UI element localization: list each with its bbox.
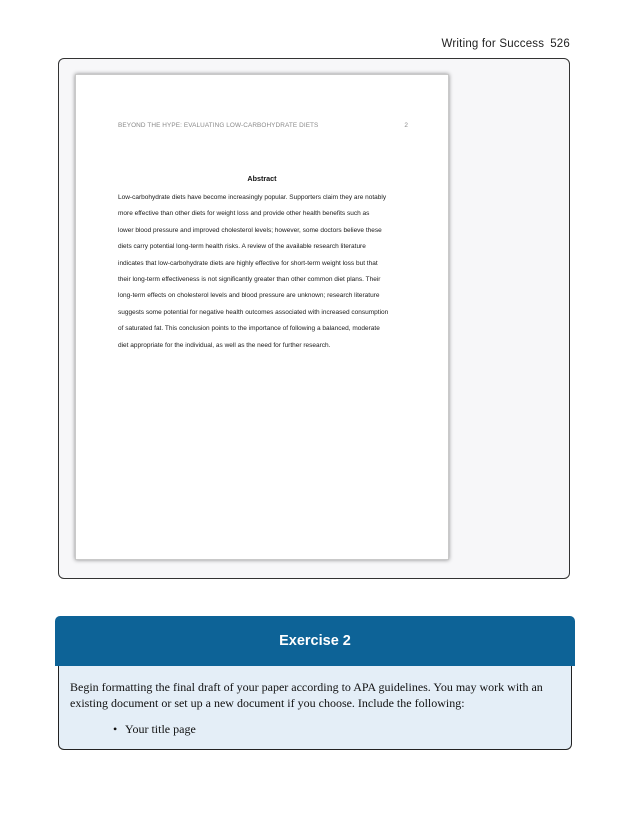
abstract-line: indicates that low-carbohydrate diets are highly effective for short-term weight loss but that xyxy=(118,259,378,267)
paper-running-title: BEYOND THE HYPE: EVALUATING LOW-CARBOHYDRATE DIETS xyxy=(118,122,319,129)
abstract-line: diet appropriate for the individual, as well as the need for further research. xyxy=(118,341,331,349)
bullet-icon: • xyxy=(113,722,118,736)
exercise-list xyxy=(70,722,560,737)
exercise-box xyxy=(55,616,575,751)
abstract-line: suggests some potential for negative health outcomes associated with increased consumption xyxy=(118,308,389,316)
abstract-line: of saturated fat. This conclusion points to the importance of following a balanced, moderate xyxy=(118,325,380,333)
figure-frame xyxy=(58,58,570,579)
abstract-line: more effective than other diets for weight loss and provide other health benefits such as xyxy=(118,210,370,218)
exercise-body xyxy=(58,666,572,750)
list-item xyxy=(113,722,560,737)
abstract-body xyxy=(118,190,412,354)
abstract-heading: Abstract xyxy=(247,174,277,183)
abstract-line: lower blood pressure and improved cholesterol levels; however, some doctors believe these xyxy=(118,226,382,234)
list-item-text: Your title page xyxy=(125,722,196,736)
abstract-line: their long-term effectiveness is not significantly greater than other common diet plans. Their xyxy=(118,276,381,284)
paper-running-header xyxy=(118,122,408,129)
sample-paper-page xyxy=(75,74,449,560)
book-title: Writing for Success xyxy=(441,38,545,50)
abstract-line: Low-carbohydrate diets have become increasingly popular. Supporters claim they are notably xyxy=(118,194,387,201)
paper-page-number: 2 xyxy=(404,122,408,129)
running-head xyxy=(442,38,570,50)
abstract-line: long-term effects on cholesterol levels and blood pressure are unknown; research literature xyxy=(118,292,380,300)
abstract-line: diets carry potential long-term health risks. A review of the available research literature xyxy=(118,243,366,251)
exercise-header xyxy=(55,616,575,666)
exercise-instructions: Begin formatting the final draft of your paper according to APA guidelines. You may work with an existing document or set up a new document if you choose. Include the following: xyxy=(70,680,543,710)
exercise-title: Exercise 2 xyxy=(279,633,351,649)
page-number: 526 xyxy=(550,38,570,50)
